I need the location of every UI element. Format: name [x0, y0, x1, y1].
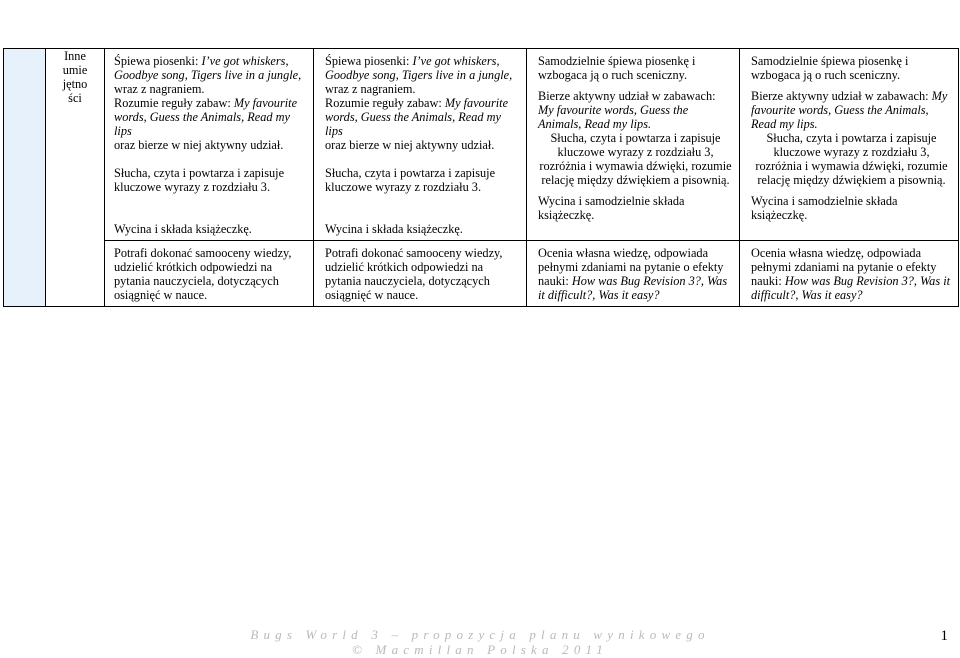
cell-text: Słucha, czyta i powtarza i zapisuje kluczowe wyrazy z rozdziału 3, rozróżnia i wymawia dźwięki, rozumie relację między dźwiękiem a pisownią.	[755, 131, 948, 187]
cell-text: oraz bierze w niej aktywny udział.	[114, 138, 284, 152]
table-cell	[314, 49, 527, 241]
game-titles: My favourite words, Guess the Animals, Read my lips.	[538, 103, 689, 131]
table-cell	[527, 49, 740, 241]
assessment-table	[3, 48, 959, 307]
cell-text: Słucha, czyta i powtarza i zapisuje kluczowe wyrazy z rozdziału 3.	[114, 166, 285, 194]
cell-text: Bierze aktywny udział w zabawach:	[751, 89, 932, 103]
cell-text: Potrafi dokonać samooceny wiedzy, udzielić krótkich odpowiedzi na pytania nauczyciela, dotyczących osiągnięć w nauce.	[114, 246, 292, 302]
category-line: Inne	[64, 49, 86, 63]
side-color-column	[4, 49, 46, 307]
table-cell	[105, 49, 314, 241]
cell-text: Samodzielnie śpiewa piosenkę i wzbogaca ją o ruch sceniczny.	[538, 54, 696, 82]
table-cell	[527, 241, 740, 307]
cell-text: Ocenia własna wiedzę, odpowiada pełnymi zdaniami na pytanie o efekty nauki:	[751, 246, 937, 288]
cell-text: wraz z nagraniem.	[325, 82, 416, 96]
cell-text: Wycina i składa książeczkę.	[325, 222, 463, 236]
cell-text: Słucha, czyta i powtarza i zapisuje kluczowe wyrazy z rozdziału 3, rozróżnia i wymawia dźwięki, rozumie relację między dźwiękiem a pisownią.	[539, 131, 732, 187]
table-row	[4, 49, 959, 241]
table-cell	[105, 241, 314, 307]
song-titles: I’ve got whiskers, Goodbye song, Tigers live in a jungle,	[114, 54, 302, 82]
question-examples: How was Bug Revision 3?, Was it difficult?, Was it easy?	[538, 274, 728, 302]
category-line: ści	[68, 91, 82, 105]
cell-text: Słucha, czyta i powtarza i zapisuje kluczowe wyrazy z rozdziału 3.	[325, 166, 496, 194]
cell-text: Wycina i samodzielnie składa książeczkę.	[538, 194, 685, 222]
cell-text: oraz bierze w niej aktywny udział.	[325, 138, 495, 152]
game-titles: My favourite words, Guess the Animals, Read my lips.	[751, 89, 948, 131]
game-titles: My favourite words, Guess the Animals, Read my lips	[114, 96, 298, 138]
cell-text: Potrafi dokonać samooceny wiedzy, udzielić krótkich odpowiedzi na pytania nauczyciela, dotyczących osiągnięć w nauce.	[325, 246, 503, 302]
category-line: jętno	[62, 77, 88, 91]
game-titles: My favourite words, Guess the Animals, Read my lips	[325, 96, 509, 138]
cell-text: Rozumie reguły zabaw:	[325, 96, 445, 110]
page-number: 1	[940, 628, 948, 644]
question-examples: How was Bug Revision 3?, Was it difficult?, Was it easy?	[751, 274, 951, 302]
cell-text: wraz z nagraniem.	[114, 82, 205, 96]
cell-text: Wycina i składa książeczkę.	[114, 222, 252, 236]
song-titles: I’ve got whiskers, Goodbye song, Tigers live in a jungle,	[325, 54, 513, 82]
table-cell	[740, 241, 959, 307]
table-cell	[740, 49, 959, 241]
cell-text: Ocenia własna wiedzę, odpowiada pełnymi zdaniami na pytanie o efekty nauki:	[538, 246, 724, 288]
cell-text: Śpiewa piosenki:	[114, 54, 202, 68]
category-line: umie	[62, 63, 88, 77]
footer-title: Bugs World 3 – propozycja planu wynikowego	[250, 627, 710, 642]
cell-text: Bierze aktywny udział w zabawach:	[538, 89, 716, 103]
cell-text: Rozumie reguły zabaw:	[114, 96, 234, 110]
cell-text: Śpiewa piosenki:	[325, 54, 413, 68]
category-cell	[46, 49, 105, 307]
cell-text: Samodzielnie śpiewa piosenkę i wzbogaca ją o ruch sceniczny.	[751, 54, 909, 82]
table-row	[4, 241, 959, 307]
cell-text: Wycina i samodzielnie składa książeczkę.	[751, 194, 898, 222]
footer-copyright: © Macmillan Polska 2011	[352, 642, 608, 657]
table-cell	[314, 241, 527, 307]
